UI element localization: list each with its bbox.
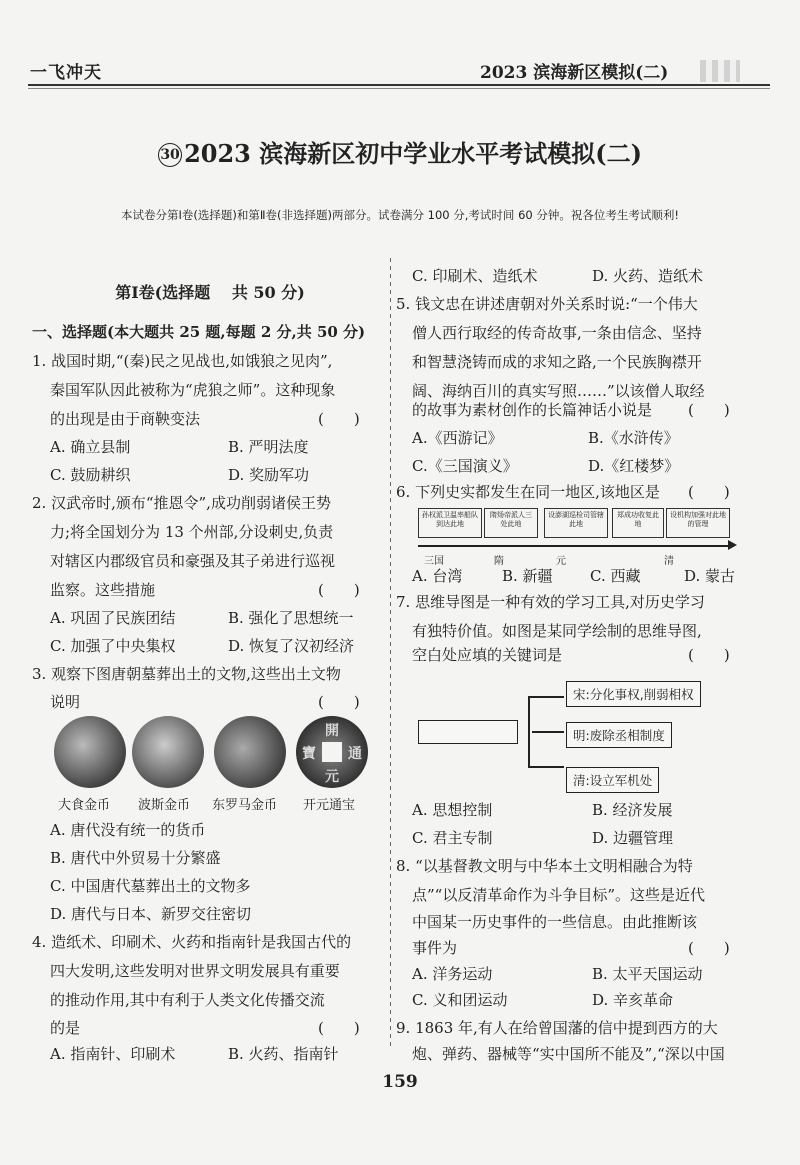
mindmap-qing: 清:设立军机处	[566, 767, 659, 793]
q2-line: 力;将全国划分为 13 个州部,分设刺史,负责	[50, 523, 334, 541]
coin-caption: 波斯金币	[138, 798, 191, 813]
mindmap-ming: 明:废除丞相制度	[566, 722, 672, 748]
coin-caption: 东罗马金币	[212, 798, 278, 813]
q5-line: 的故事为素材创作的长篇神话小说是	[412, 401, 653, 419]
q1-option-a: A. 确立县制	[50, 438, 131, 456]
column-divider	[390, 258, 391, 1048]
coin-char: 通	[348, 746, 362, 762]
exam-number: 30	[158, 143, 182, 167]
q2-line: 2. 汉武帝时,颁布“推恩令”,成功削弱诸侯王势	[32, 494, 331, 512]
q3-line: 说明	[50, 693, 81, 711]
timeline-axis	[418, 545, 733, 547]
q2-option-c: C. 加强了中央集权	[50, 637, 176, 655]
q1-line: 1. 战国时期,“(秦)民之见战也,如饿狼之见肉”,	[32, 352, 333, 370]
coin-char: 寶	[302, 746, 316, 762]
q7-option-d: D. 边疆管理	[592, 829, 674, 847]
exam-title	[0, 134, 800, 169]
q2-line: 监察。这些措施	[50, 581, 156, 599]
q8-option-b: B. 太平天国运动	[592, 965, 703, 983]
q6-option-c: C. 西藏	[590, 567, 641, 585]
q7-answer-bracket: ( )	[688, 646, 730, 664]
q7-option-a: A. 思想控制	[412, 801, 493, 819]
q1-option-b: B. 严明法度	[228, 438, 309, 456]
q2-answer-bracket: ( )	[318, 581, 360, 599]
q5-line: 阔、海纳百川的真实写照……”以该僧人取经	[412, 382, 705, 400]
timeline-event-box: 设澎湖巡检司管辖此地	[544, 508, 608, 538]
timeline-label: 隋	[494, 556, 504, 567]
q4-option-c: C. 印刷术、造纸术	[412, 267, 538, 285]
q3-option-d: D. 唐代与日本、新罗交往密切	[50, 905, 252, 923]
part-title: 一、选择题(本大题共 25 题,每题 2 分,共 50 分)	[32, 323, 366, 341]
q1-option-d: D. 奖励军功	[228, 466, 310, 484]
coin-caption: 开元通宝	[303, 798, 356, 813]
q3-option-b: B. 唐代中外贸易十分繁盛	[50, 849, 221, 867]
coin-char: 元	[325, 769, 339, 785]
q5-line: 僧人西行取经的传奇故事,一条由信念、坚持	[412, 324, 702, 342]
header-decoration	[700, 60, 740, 82]
coin-kaiyuan-tongbao	[296, 716, 368, 788]
q1-line: 的出现是由于商鞅变法	[50, 410, 201, 428]
timeline-event-box: 郑成功收复此地	[612, 508, 664, 538]
q4-line: 的推动作用,其中有利于人类文化传播交流	[50, 991, 325, 1009]
timeline-arrow	[728, 540, 737, 550]
coin-square-hole	[322, 742, 342, 762]
q7-option-b: B. 经济发展	[592, 801, 673, 819]
q4-line: 4. 造纸术、印刷术、火药和指南针是我国古代的	[32, 933, 352, 951]
q9-line: 9. 1863 年,有人在给曾国藩的信中提到西方的大	[396, 1019, 718, 1037]
q7-line: 7. 思维导图是一种有效的学习工具,对历史学习	[396, 593, 705, 611]
q2-option-b: B. 强化了思想统一	[228, 609, 354, 627]
section-title: 第Ⅰ卷(选择题 共 50 分)	[115, 283, 305, 302]
q8-answer-bracket: ( )	[688, 939, 730, 957]
coin-persian-gold	[132, 716, 204, 788]
q5-line: 和智慧浇铸而成的求知之路,一个民族胸襟开	[412, 353, 702, 371]
coin-arab-gold	[54, 716, 126, 788]
q4-option-d: D. 火药、造纸术	[592, 267, 704, 285]
header-rule	[28, 84, 770, 86]
coin-char: 開	[325, 723, 339, 739]
mindmap-connector	[528, 766, 564, 768]
q4-line: 的是	[50, 1019, 81, 1037]
q8-line: 事件为	[412, 939, 458, 957]
timeline-label: 元	[556, 556, 566, 567]
q3-option-a: A. 唐代没有统一的货币	[50, 821, 206, 839]
mindmap-connector	[532, 731, 564, 733]
timeline-event-box: 隋炀帝派人三处此地	[484, 508, 538, 538]
exam-title-text: 2023 滨海新区初中学业水平考试模拟(二)	[184, 139, 642, 168]
mindmap-connector	[528, 696, 530, 766]
header-title: 2023 滨海新区模拟(二)	[480, 63, 669, 83]
q8-option-c: C. 义和团运动	[412, 991, 508, 1009]
timeline-event-box: 孙权派卫温率船队到达此地	[418, 508, 482, 538]
q1-answer-bracket: ( )	[318, 410, 360, 428]
q8-option-d: D. 辛亥革命	[592, 991, 674, 1009]
q1-option-c: C. 鼓励耕织	[50, 466, 131, 484]
q8-line: 8. “以基督教文明与中华本土文明相融合为特	[396, 857, 693, 875]
timeline-event-box: 设机构加强对此地的管理	[666, 508, 730, 538]
mindmap-connector	[528, 696, 564, 698]
q5-line: 5. 钱文忠在讲述唐朝对外关系时说:“一个伟大	[396, 295, 698, 313]
page-number: 159	[382, 1072, 418, 1092]
q5-option-a: A.《西游记》	[412, 429, 503, 447]
coin-byzantine-gold	[214, 716, 286, 788]
q4-line: 四大发明,这些发明对世界文明发展具有重要	[50, 962, 340, 980]
mindmap-blank-box	[418, 720, 518, 744]
q5-option-d: D.《红楼梦》	[588, 457, 680, 475]
q9-line: 炮、弹药、器械等“实中国所不能及”,“深以中国	[412, 1045, 725, 1063]
q8-line: 中国某一历史事件的一些信息。由此推断该	[412, 913, 698, 931]
q2-line: 对辖区内郡级官员和豪强及其子弟进行巡视	[50, 552, 336, 570]
timeline-label: 清	[664, 556, 674, 567]
q2-option-a: A. 巩固了民族团结	[50, 609, 176, 627]
q5-answer-bracket: ( )	[688, 401, 730, 419]
q7-option-c: C. 君主专制	[412, 829, 493, 847]
q7-line: 空白处应填的关键词是	[412, 646, 563, 664]
q4-option-b: B. 火药、指南针	[228, 1045, 339, 1063]
q6-line: 6. 下列史实都发生在同一地区,该地区是	[396, 483, 660, 501]
q6-option-d: D. 蒙古	[684, 567, 736, 585]
q8-option-a: A. 洋务运动	[412, 965, 493, 983]
q4-answer-bracket: ( )	[318, 1019, 360, 1037]
q2-option-d: D. 恢复了汉初经济	[228, 637, 355, 655]
q4-option-a: A. 指南针、印刷术	[50, 1045, 176, 1063]
q6-option-b: B. 新疆	[502, 567, 553, 585]
q3-option-c: C. 中国唐代墓葬出土的文物多	[50, 877, 251, 895]
brand-logo: 一飞冲天	[30, 63, 102, 83]
q6-option-a: A. 台湾	[412, 567, 463, 585]
q5-option-c: C.《三国演义》	[412, 457, 518, 475]
q8-line: 点”“以反清革命作为斗争目标”。这些是近代	[412, 886, 706, 904]
mindmap-song: 宋:分化事权,削弱相权	[566, 681, 701, 707]
q7-line: 有独特价值。如图是某同学绘制的思维导图,	[412, 622, 702, 640]
header-rule-thin	[28, 88, 770, 89]
q3-answer-bracket: ( )	[318, 693, 360, 711]
coin-caption: 大食金币	[58, 798, 111, 813]
exam-intro: 本试卷分第Ⅰ卷(选择题)和第Ⅱ卷(非选择题)两部分。试卷满分 100 分,考试时间 60 分钟。祝各位考生考试顺利!	[121, 208, 679, 222]
q3-line: 3. 观察下图唐朝墓葬出土的文物,这些出土文物	[32, 665, 341, 683]
q6-answer-bracket: ( )	[688, 483, 730, 501]
q1-line: 秦国军队因此被称为“虎狼之师”。这种现象	[50, 381, 336, 399]
q5-option-b: B.《水浒传》	[588, 429, 679, 447]
timeline-label: 三国	[424, 556, 444, 567]
